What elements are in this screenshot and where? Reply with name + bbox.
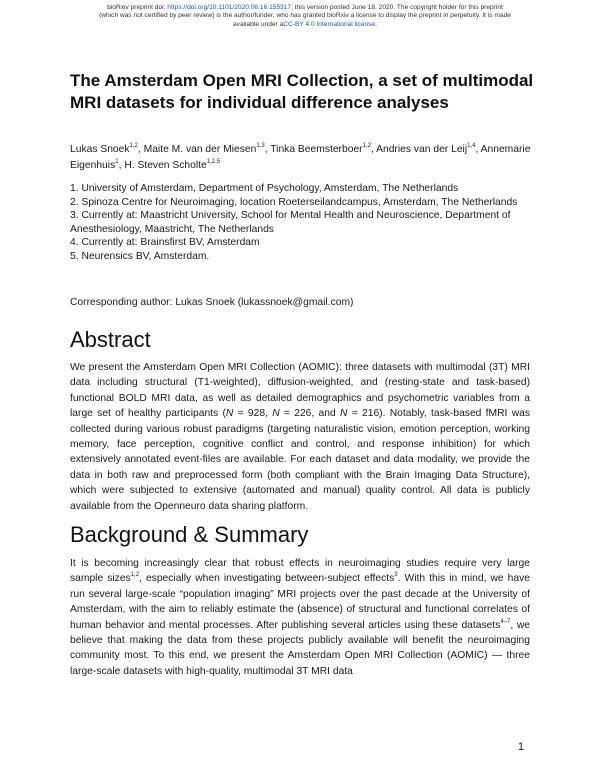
affiliation: 2. Spinoza Centre for Neuroimaging, location Roeterseilandcampus, Amsterdam, The Netherlands <box>70 196 518 208</box>
author: H. Steven Scholte$^{1,2,5}$ <box>124 159 221 171</box>
preprint-header <box>40 4 570 29</box>
affiliation: 5. Neurensics BV, Amsterdam. <box>70 250 210 262</box>
affiliation: 3. Currently at: Maastricht University, School for Mental Health and Neuroscience, Department of Anesthesiology, Maastricht, The Netherlands <box>70 210 511 235</box>
license-link[interactable]: CC-BY 4.0 International license <box>283 20 376 28</box>
citation: 4–7 <box>500 618 511 625</box>
abstract-heading: Abstract <box>70 327 151 352</box>
author-list <box>70 142 540 174</box>
doi-link[interactable]: https://doi.org/10.1101/2020.06.16.155317 <box>167 4 292 11</box>
citation: 1,2 <box>130 572 140 579</box>
author: Annemarie Eigenhuis$^1$, <box>70 144 531 171</box>
page-number: 1 <box>518 741 525 753</box>
citation: 3 <box>394 572 398 579</box>
header-line-3: available under aCC-BY 4.0 International license. <box>233 20 377 28</box>
affiliation: 1. University of Amsterdam, Department of Psychology, Amsterdam, The Netherlands <box>70 183 459 194</box>
background-heading: Background & Summary <box>70 522 309 547</box>
author: Andries van der Leij$^{1,4}$, <box>376 143 481 155</box>
author: Lukas Snoek$^{1,2}$, <box>70 143 144 155</box>
header-line-2: (which was not certified by peer review) is the author/funder, who has granted bioRxiv a license to display the preprint in perpetuity. It is made <box>99 12 511 20</box>
background-paragraph: It is becoming increasingly clear that robust effects in neuroimaging studies require very large sample sizes$^{1,2}$, especially when investigating between-subject effects$^3$. With this in mind, we have run several large-scale “population imaging” MRI projects over the past decade at the University of Amsterdam, with the aim to reliably estimate the (absence) of structural and functional correlates of human behavior and mental processes. After publishing several articles using these datasets$^{4-7}$, we believe that making the data from these projects publicly available will benefit the neuroimaging community most. To this end, we present the Amsterdam Open MRI Collection (AOMIC) — three large-scale datasets with high-quality, multimodal 3T MRI data <box>70 558 531 677</box>
corresponding-author: Corresponding author: Lukas Snoek (lukassnoek@gmail.com) <box>70 297 354 308</box>
affiliation: 4. Currently at: Brainsfirst BV, Amsterdam <box>70 237 260 248</box>
abstract-paragraph: We present the Amsterdam Open MRI Collection (AOMIC): three datasets with multimodal (3T) MRI data including structural (T1-weighted), diffusion-weighted, and (resting-state and task-based) functional BOLD MRI data, as well as detailed demographics and psychometric variables from a large set of healthy participants (N = 928, N = 226, and N = 216). Notably, task-based fMRI was collected during various robust paradigms (targeting naturalistic vision, emotion perception, working memory, face perception, cognitive conflict and control, and response inhibition) for which extensively annotated event-files are available. For each dataset and data modality, we provide the data in both raw and preprocessed form (both compliant with the Brain Imaging Data Structure), which were subjected to extensive (automated and manual) quality control. All data is publicly available from the Openneuro data sharing platform. <box>70 362 530 512</box>
author: Maite M. van der Miesen$^{1,3}$, <box>143 143 271 155</box>
affiliation-list <box>70 182 540 263</box>
paper-title: The Amsterdam Open MRI Collection, a set of multimodal MRI datasets for individual difference analyses <box>70 71 534 112</box>
header-line-1: bioRxiv preprint doi: https://doi.org/10.1101/2020.06.16.155317; this version posted June 18, 2020. The copyright holder for this preprint <box>107 4 503 11</box>
author: Tinka Beemsterboer$^{1,2}$, <box>270 143 377 155</box>
